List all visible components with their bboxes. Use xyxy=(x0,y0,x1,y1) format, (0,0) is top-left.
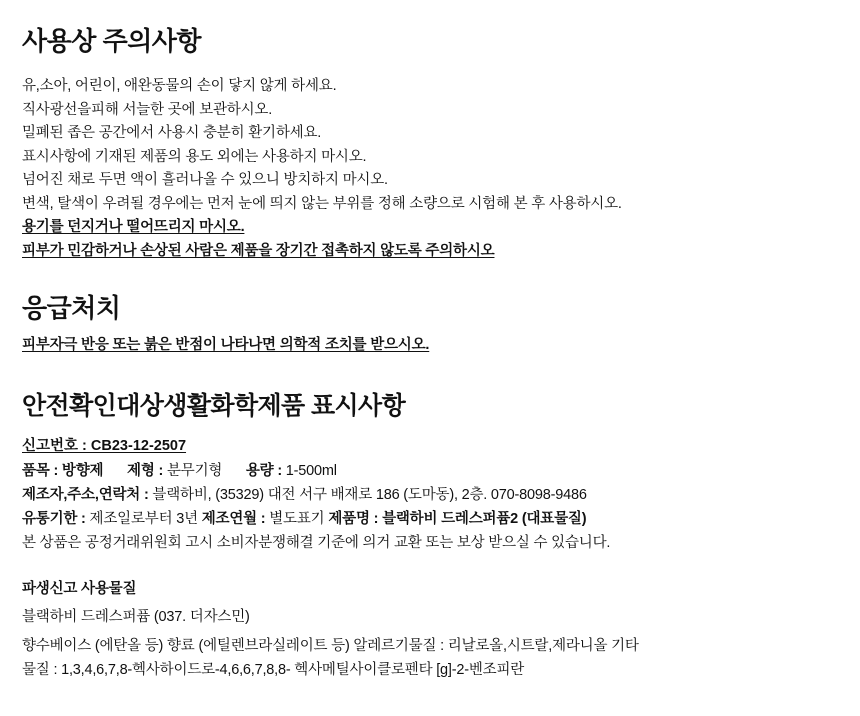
manufacturer-label: 제조자,주소,연락처 : xyxy=(22,486,149,503)
item-row xyxy=(22,459,838,483)
caution-line-4: 표시사항에 기재된 제품의 용도 외에는 사용하지 마시오. xyxy=(22,148,367,165)
caution-line-6: 변색, 탈색이 우려될 경우에는 먼저 눈에 띄지 않는 부위를 정해 소량으로 시험해 본 후 사용하시오. xyxy=(22,195,622,212)
substances-heading: 파생신고 사용물질 xyxy=(22,581,137,598)
safety-label-title: 안전확인대상생활화학제품 표시사항 xyxy=(22,391,406,420)
substances-ingredients: 향수베이스 (에탄올 등) 향료 (에틸렌브라실레이트 등) 알레르기물질 : 리날로올,시트랄,제라니올 기타물질 : 1,3,4,6,7,8-헥사하이드로-4,6,6,7,8,8- 헥사메틸사이클로펜타 [g]-2-벤조피란 xyxy=(22,638,639,678)
item-label: 품목 : xyxy=(22,462,59,479)
type-label: 제형 : xyxy=(127,462,164,479)
caution-line-1: 유,소아, 어린이, 애완동물의 손이 닿지 않게 하세요. xyxy=(22,78,337,95)
volume-label: 용량 : xyxy=(245,462,282,479)
safety-label-section xyxy=(22,386,838,555)
caution-line-7: 용기를 던지거나 떨어뜨리지 마시오. xyxy=(22,219,245,236)
consumer-dispute-note: 본 상품은 공정거래위원회 고시 소비자분쟁해결 기준에 의거 교환 또는 보상 받으실 수 있습니다. xyxy=(22,534,611,551)
manufacture-date-value: 별도표기 xyxy=(269,510,325,527)
manufacturer-row xyxy=(22,483,838,507)
expiry-row xyxy=(22,507,838,531)
caution-section xyxy=(22,26,838,263)
caution-title: 사용상 주의사항 xyxy=(22,26,202,56)
expiry-value: 제조일로부터 3년 xyxy=(89,510,198,527)
product-name-label: 제품명 : xyxy=(328,510,379,527)
first-aid-line: 피부자극 반응 또는 붉은 반점이 나타나면 의학적 조치를 받으시오. xyxy=(22,337,430,354)
first-aid-section xyxy=(22,293,838,358)
substances-product: 블랙하비 드레스퍼퓸 (037. 더자스민) xyxy=(22,609,250,626)
substances-section xyxy=(22,577,838,683)
type-value: 분무기형 xyxy=(166,462,223,479)
item-value: 방향제 xyxy=(61,462,104,479)
expiry-label: 유통기한 : xyxy=(22,510,86,527)
caution-line-2: 직사광선을피해 서늘한 곳에 보관하시오. xyxy=(22,101,273,118)
product-name-value: 블랙하비 드레스퍼퓸2 (대표물질) xyxy=(382,510,587,527)
manufacturer-value: 블랙하비, (35329) 대전 서구 배재로 186 (도마동), 2층. 070-8098-9486 xyxy=(152,486,587,503)
report-number: 신고번호 : CB23-12-2507 xyxy=(22,437,187,454)
manufacture-date-label: 제조연월 : xyxy=(201,510,266,527)
caution-line-3: 밀폐된 좁은 공간에서 사용시 충분히 환기하세요. xyxy=(22,125,322,142)
caution-line-5: 넘어진 채로 두면 액이 흘러나올 수 있으니 방치하지 마시오. xyxy=(22,172,388,189)
volume-value: 1-500ml xyxy=(285,462,337,479)
first-aid-title: 응급처치 xyxy=(22,293,121,324)
caution-line-8: 피부가 민감하거나 손상된 사람은 제품을 장기간 접촉하지 않도록 주의하시오 xyxy=(22,242,495,259)
